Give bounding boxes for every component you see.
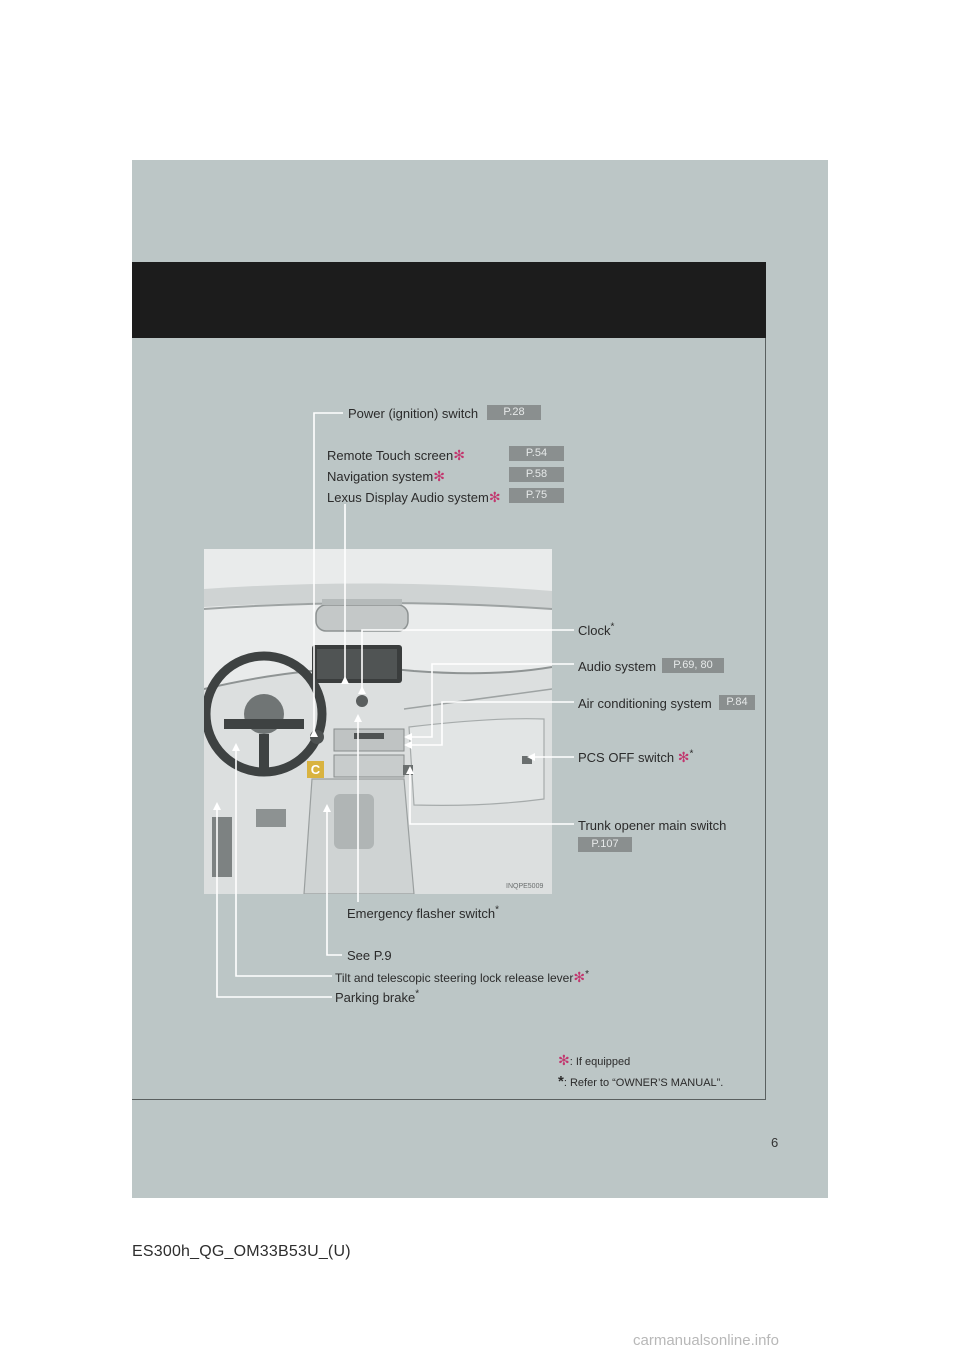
page-ref-remote-touch[interactable]: P.54 — [509, 446, 564, 461]
refer-owner-mark: * — [585, 969, 589, 980]
figure-code: INQPE5009 — [506, 883, 544, 890]
note-if-equipped — [558, 1052, 630, 1069]
page-ref-air-conditioning[interactable]: P.84 — [719, 695, 755, 710]
remote-touch-text: Remote Touch screen — [327, 448, 454, 463]
watermark[interactable]: carmanualsonline.info — [633, 1332, 779, 1349]
page-ref-audio-system[interactable]: P.69, 80 — [662, 658, 724, 673]
label-audio-system — [578, 659, 656, 675]
owners-manual-note-text: : Refer to “OWNER’S MANUAL”. — [563, 1077, 724, 1089]
page-ref-lexus-display-audio[interactable]: P.75 — [509, 488, 564, 503]
page-ref-trunk-opener[interactable]: P.107 — [578, 837, 632, 852]
label-trunk-opener — [578, 818, 726, 834]
pcs-off-text: PCS OFF switch — [578, 750, 675, 765]
if-equipped-mark: ✻ — [558, 1052, 570, 1068]
figure-marker-c: C — [307, 761, 324, 778]
label-see-p9[interactable] — [347, 948, 392, 964]
label-air-conditioning — [578, 696, 712, 712]
air-conditioning-text: Air conditioning system — [578, 696, 712, 711]
navigation-text: Navigation system — [327, 469, 434, 484]
label-navigation — [327, 468, 445, 485]
power-switch-text: Power (ignition) switch — [348, 406, 479, 421]
clock-text: Clock — [578, 623, 611, 638]
audio-system-text: Audio system — [578, 659, 657, 674]
if-equipped-note-text: : If equipped — [569, 1056, 631, 1068]
label-clock — [578, 623, 614, 639]
if-equipped-mark: ✻ — [433, 468, 445, 484]
if-equipped-mark: ✻ — [488, 489, 501, 505]
page-ref-power-switch[interactable]: P.28 — [487, 405, 541, 420]
label-lexus-display-audio — [327, 489, 501, 506]
refer-owner-mark: * — [495, 904, 500, 916]
if-equipped-mark: ✻ — [677, 749, 690, 765]
label-pcs-off — [578, 749, 693, 766]
label-parking-brake — [335, 990, 419, 1006]
frame-bottom-rule — [132, 1099, 766, 1100]
frame-right-rule — [765, 338, 766, 1100]
if-equipped-mark: ✻ — [573, 969, 586, 985]
label-remote-touch — [327, 447, 465, 464]
refer-owner-mark: * — [415, 988, 420, 1000]
dashboard-illustration — [204, 549, 552, 894]
tilt-telescopic-text: Tilt and telescopic steering lock release lever — [335, 971, 574, 985]
label-tilt-telescopic — [335, 969, 589, 986]
footer-document-code: ES300h_QG_OM33B53U_(U) — [132, 1243, 351, 1260]
see-p9-text: See P.9 — [347, 948, 392, 963]
refer-owner-mark: * — [558, 1073, 564, 1090]
note-owners-manual — [558, 1073, 723, 1090]
parking-brake-text: Parking brake — [335, 990, 416, 1005]
label-emergency-flasher — [347, 906, 499, 922]
page-number: 6 — [771, 1135, 779, 1150]
trunk-opener-text: Trunk opener main switch — [578, 818, 727, 833]
label-power-switch — [348, 406, 478, 422]
lexus-display-audio-text: Lexus Display Audio system — [327, 490, 489, 505]
if-equipped-mark: ✻ — [453, 447, 465, 463]
refer-owner-mark: * — [610, 621, 615, 633]
refer-owner-mark: * — [689, 748, 694, 760]
page-ref-navigation[interactable]: P.58 — [509, 467, 564, 482]
section-header-bar — [132, 262, 766, 338]
emergency-flasher-text: Emergency flasher switch — [347, 906, 496, 921]
